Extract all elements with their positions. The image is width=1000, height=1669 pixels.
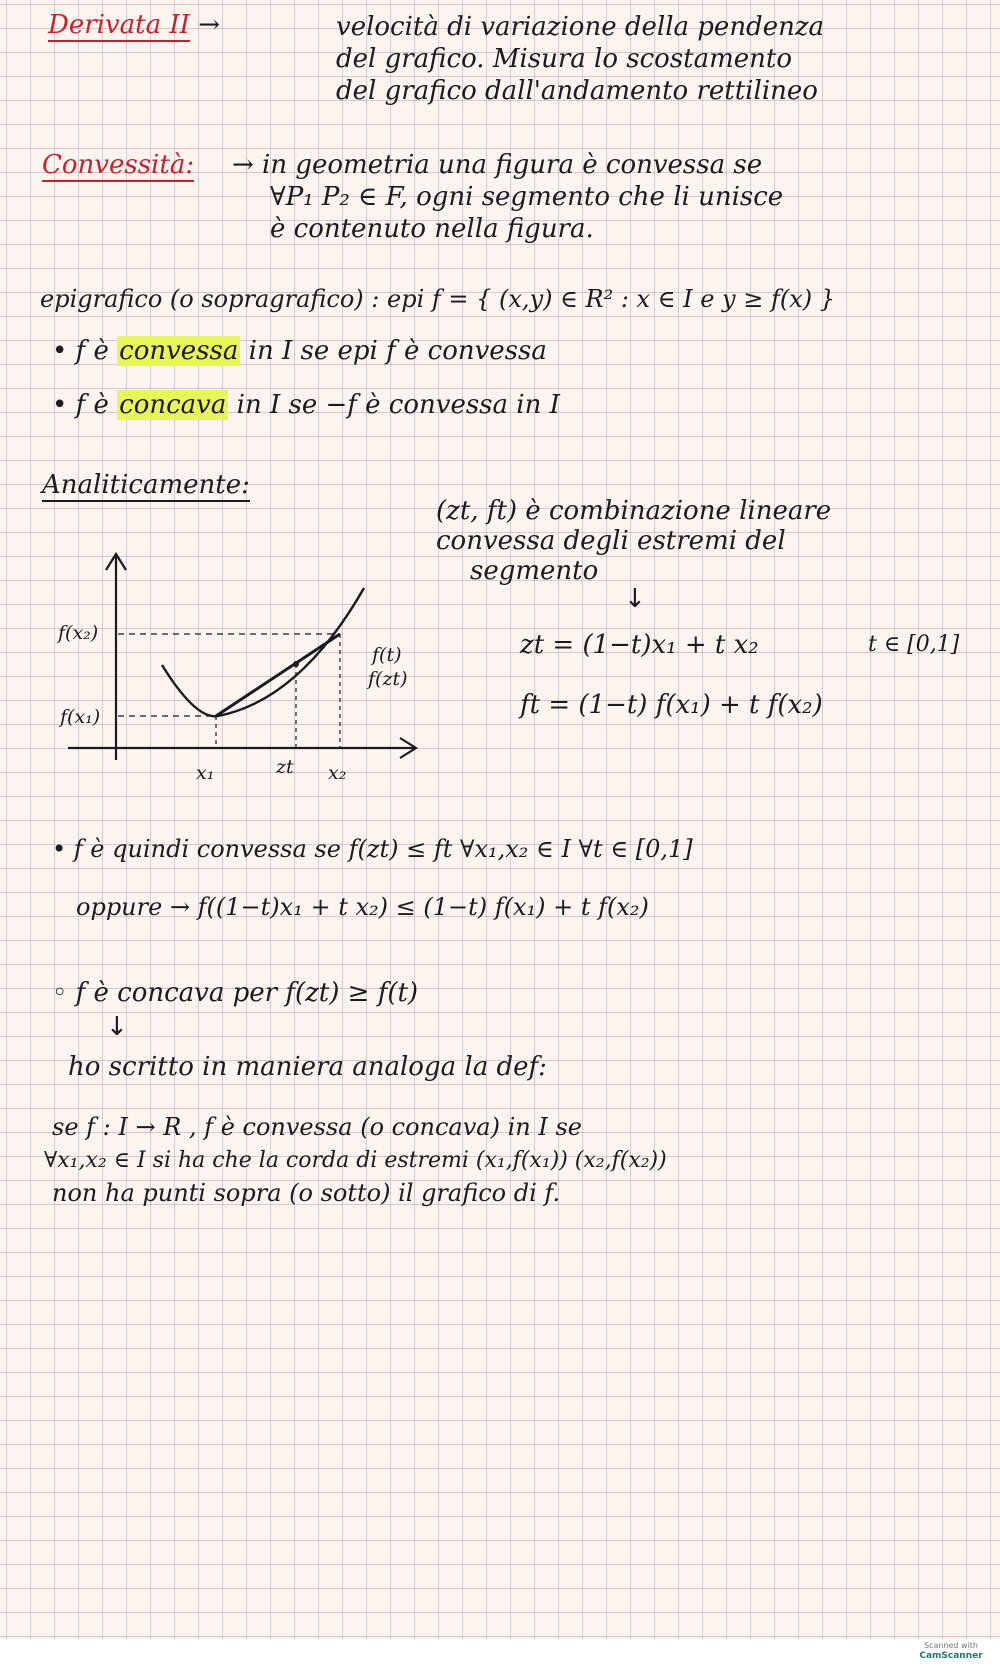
bullet-concava: • f è concava in I se −f è convessa in I <box>52 390 560 420</box>
oppure-line: oppure → f((1−t)x₁ + t x₂) ≤ (1−t) f(x₁) + t f(x₂) <box>76 893 649 921</box>
equation-t-range: t ∈ [0,1] <box>868 632 960 657</box>
derivata-line-2: del grafico. Misura lo scostamento <box>336 44 793 74</box>
derivata-line-1: velocità di variazione della pendenza <box>336 12 825 42</box>
graph-label-zt: zt <box>276 756 294 778</box>
graph-label-fzt: f(zt) <box>368 668 408 690</box>
highlight-convessa: convessa <box>119 336 239 366</box>
heading-analiticamente: Analiticamente: <box>42 470 250 500</box>
highlight-concava: concava <box>119 390 227 420</box>
heading-convessita: Convessità: <box>42 150 195 180</box>
graph-label-ft: f(t) <box>372 644 402 666</box>
quindi-convessa-line: • f è quindi convessa se f(zt) ≤ ft ∀x₁,x₂ ∈ I ∀t ∈ [0,1] <box>52 835 693 863</box>
convessita-line-1: → in geometria una figura è convessa se <box>232 150 763 180</box>
convessita-line-2: ∀P₁ P₂ ∈ F, ogni segmento che li unisce <box>270 182 784 212</box>
equation-ft: ft = (1−t) f(x₁) + t f(x₂) <box>520 690 823 720</box>
combination-line-1: (zt, ft) è combinazione lineare <box>436 496 832 526</box>
camscanner-badge: Scanned with CamScanner <box>919 1641 983 1661</box>
combination-line-3: segmento <box>470 556 599 586</box>
definition-line-2: ∀x₁,x₂ ∈ I si ha che la corda di estremi (x₁,f(x₁)) (x₂,f(x₂)) <box>44 1148 667 1173</box>
graph-label-x2: x₂ <box>328 762 347 784</box>
bullet-convessa: • f è convessa in I se epi f è convessa <box>52 336 547 366</box>
arrow-down-icon: ↓ <box>106 1012 128 1042</box>
arrow-icon: → <box>198 10 220 40</box>
arrow-down-icon: ↓ <box>624 584 646 614</box>
convessita-line-3: è contenuto nella figura. <box>270 214 594 244</box>
derivata-line-3: del grafico dall'andamento rettilineo <box>336 76 818 106</box>
graph-label-x1: x₁ <box>196 762 215 784</box>
definition-line-3: non ha punti sopra (o sotto) il grafico di f. <box>52 1179 561 1207</box>
concava-line: ◦ f è concava per f(zt) ≥ f(t) <box>52 978 419 1008</box>
equation-zt: zt = (1−t)x₁ + t x₂ <box>520 630 759 660</box>
graph-label-fx2: f(x₂) <box>58 622 99 644</box>
page-bottom-margin <box>0 1639 1000 1669</box>
graph-label-fx1: f(x₁) <box>60 706 101 728</box>
definition-line-1: se f : I → R , f è convessa (o concava) in I se <box>52 1113 582 1141</box>
combination-line-2: convessa degli estremi del <box>436 526 786 556</box>
epigrafico-definition: epigrafico (o sopragrafico) : epi f = { (x,y) ∈ R² : x ∈ I e y ≥ f(x) } <box>40 285 836 313</box>
heading-derivata: Derivata II → <box>48 10 220 40</box>
ho-scritto-line: ho scritto in maniera analoga la def: <box>68 1052 547 1082</box>
